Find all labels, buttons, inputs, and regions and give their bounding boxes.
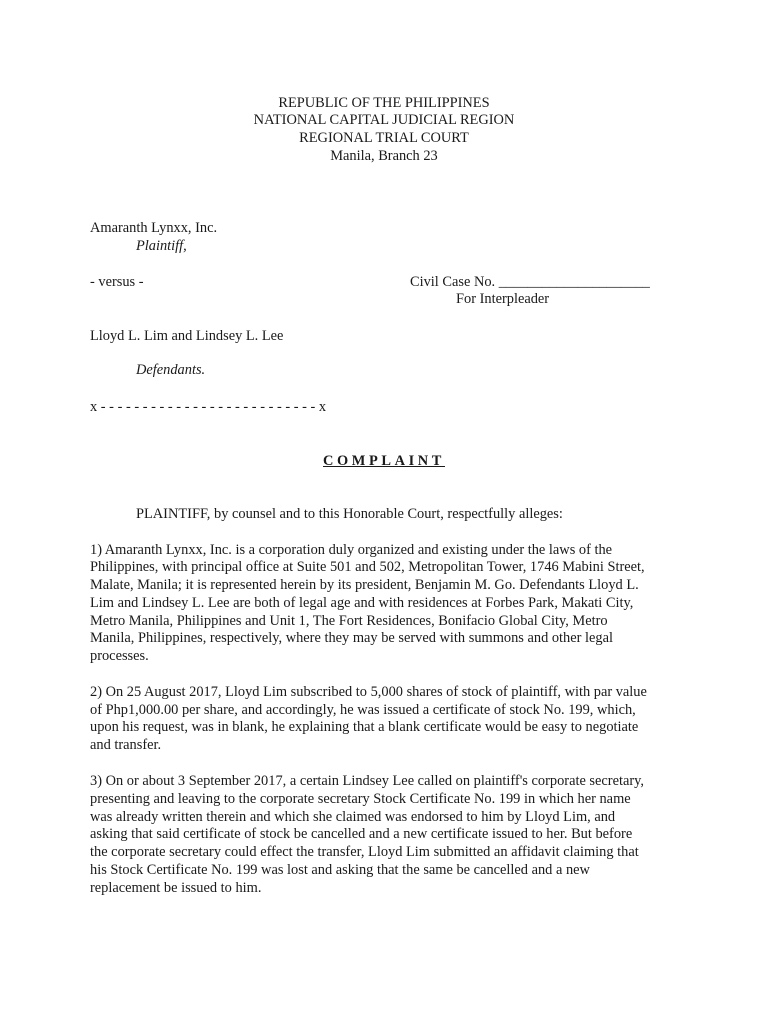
paragraph-line: Lim and Lindsey L. Lee are both of legal age and with residences at Forbes Park, Makati City, bbox=[90, 595, 634, 611]
paragraph-line: 1) Amaranth Lynxx, Inc. is a corporation duly organized and existing under the laws of the bbox=[90, 542, 613, 558]
paragraph-line: 3) On or about 3 September 2017, a certain Lindsey Lee called on plaintiff's corporate secretary, bbox=[90, 773, 645, 789]
paragraph-line: and transfer. bbox=[90, 737, 162, 753]
court-heading-line: REGIONAL TRIAL COURT bbox=[299, 130, 469, 146]
caption-separator: x - - - - - - - - - - - - - - - - - - - - - - - - - - x bbox=[90, 399, 327, 415]
paragraph-line: Manila, Philippines, respectively, where they may be served with summons and other legal bbox=[90, 630, 613, 646]
paragraph-line: 2) On 25 August 2017, Lloyd Lim subscribed to 5,000 shares of stock of plaintiff, with par value bbox=[90, 684, 647, 700]
court-heading-line: NATIONAL CAPITAL JUDICIAL REGION bbox=[253, 112, 515, 128]
paragraph-line: asking that said certificate of stock be cancelled and a new certificate issued to her. But before bbox=[90, 826, 633, 842]
paragraph-line: upon his request, was in blank, he explaining that a blank certificate would be easy to negotiate bbox=[90, 719, 639, 735]
case-type: For Interpleader bbox=[456, 291, 550, 307]
plaintiff-role: Plaintiff, bbox=[136, 238, 187, 254]
paragraph-line: of Php1,000.00 per share, and accordingly, he was issued a certificate of stock No. 199, which, bbox=[90, 702, 636, 718]
paragraph-line: Metro Manila, Philippines and Unit 1, The Fort Residences, Bonifacio Global City, Metro bbox=[90, 613, 608, 629]
paragraph-line: Malate, Manila; it is represented herein by its president, Benjamin M. Go. Defendants Lloyd L. bbox=[90, 577, 639, 593]
defendants-role: Defendants. bbox=[136, 362, 206, 378]
civil-case-number: Civil Case No. _____________________ bbox=[410, 274, 650, 290]
paragraph-line: was already written therein and which she claimed was endorsed to him by Lloyd Lim, and bbox=[90, 809, 616, 825]
court-heading-line: REPUBLIC OF THE PHILIPPINES bbox=[278, 95, 490, 111]
court-heading-line: Manila, Branch 23 bbox=[330, 148, 438, 164]
paragraph-line: the corporate secretary could effect the transfer, Lloyd Lim submitted an affidavit claiming that bbox=[90, 844, 639, 860]
paragraph-line: processes. bbox=[90, 648, 149, 664]
defendants-names: Lloyd L. Lim and Lindsey L. Lee bbox=[90, 328, 284, 344]
paragraph-line: Philippines, with principal office at Suite 501 and 502, Metropolitan Tower, 1746 Mabini Street, bbox=[90, 559, 645, 575]
intro-paragraph: PLAINTIFF, by counsel and to this Honorable Court, respectfully alleges: bbox=[136, 506, 563, 522]
plaintiff-name: Amaranth Lynxx, Inc. bbox=[90, 220, 218, 236]
paragraph-line: replacement be issued to him. bbox=[90, 880, 262, 896]
paragraph-line: presenting and leaving to the corporate secretary Stock Certificate No. 199 in which her name bbox=[90, 791, 631, 807]
paragraph-line: his Stock Certificate No. 199 was lost and asking that the same be cancelled and a new bbox=[90, 862, 590, 878]
versus-label: - versus - bbox=[90, 274, 144, 290]
document-title: COMPLAINT bbox=[323, 453, 445, 469]
